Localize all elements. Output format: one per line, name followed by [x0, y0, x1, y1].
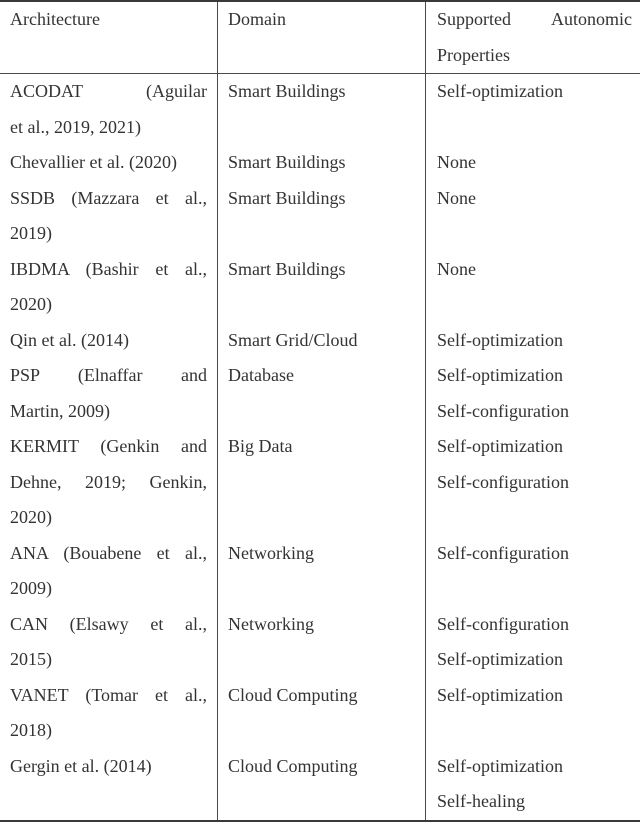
cell-line: Self-configuration [437, 613, 569, 634]
cell-line: Self-optimization [437, 684, 563, 705]
cell-line: et al., 2019, 2021) [10, 116, 141, 137]
header-domain [217, 2, 425, 73]
cell-line: Cloud Computing [228, 755, 358, 776]
architecture-cell [0, 252, 217, 323]
architecture-cell [0, 358, 217, 429]
cell-line: ACODAT (Aguilar [10, 81, 207, 101]
cell-line: Database [228, 365, 294, 385]
cell-line: None [437, 187, 476, 208]
domain-cell [217, 252, 425, 323]
cell-line: IBDMA (Bashir et al., [10, 258, 207, 279]
properties-cell [425, 607, 640, 678]
properties-cell [425, 323, 640, 359]
cell-line: Smart Grid/Cloud [228, 329, 358, 350]
table-row [0, 429, 640, 536]
table-row [0, 749, 640, 820]
cell-line: 2019) [10, 223, 52, 243]
architecture-cell [0, 749, 217, 820]
properties-cell [425, 678, 640, 749]
domain-cell [217, 145, 425, 181]
domain-cell [217, 429, 425, 536]
properties-cell [425, 252, 640, 323]
cell-line: SSDB (Mazzara et al., [10, 187, 207, 208]
cell-line: Big Data [228, 436, 293, 456]
domain-cell [217, 678, 425, 749]
table-row [0, 145, 640, 181]
cell-line: 2009) [10, 578, 52, 598]
cell-line: None [437, 152, 476, 172]
header-architecture-label: Architecture [10, 9, 100, 29]
cell-line: Self-optimization [437, 755, 563, 776]
cell-line: Self-optimization [437, 365, 563, 385]
architecture-cell [0, 74, 217, 145]
cell-line: Chevallier et al. (2020) [10, 152, 177, 172]
cell-line: Self-healing [437, 791, 525, 811]
header-domain-label: Domain [228, 9, 286, 29]
domain-cell [217, 607, 425, 678]
domain-cell [217, 358, 425, 429]
cell-line: Self-optimization [437, 329, 563, 350]
architecture-cell [0, 429, 217, 536]
cell-line: VANET (Tomar et al., [10, 684, 207, 705]
cell-line: Smart Buildings [228, 81, 346, 101]
cell-line: None [437, 258, 476, 279]
cell-line: Self-configuration [437, 542, 569, 563]
cell-line: Self-configuration [437, 400, 569, 421]
domain-cell [217, 536, 425, 607]
header-properties [425, 2, 640, 73]
cell-line: Smart Buildings [228, 152, 346, 172]
properties-cell [425, 145, 640, 181]
header-properties-line-1: Supported Autonomic [437, 9, 632, 29]
cell-line: 2018) [10, 720, 52, 740]
properties-cell [425, 429, 640, 536]
properties-cell [425, 358, 640, 429]
architecture-cell [0, 145, 217, 181]
properties-cell [425, 74, 640, 145]
header-architecture [0, 2, 217, 73]
table-row [0, 74, 640, 145]
properties-cell [425, 536, 640, 607]
cell-line: KERMIT (Genkin and [10, 436, 207, 456]
cell-line: Gergin et al. (2014) [10, 755, 152, 776]
properties-cell [425, 749, 640, 820]
header-properties-line-2: Properties [437, 44, 510, 65]
cell-line: Qin et al. (2014) [10, 329, 129, 350]
domain-cell [217, 74, 425, 145]
table-row [0, 323, 640, 359]
architecture-cell [0, 181, 217, 252]
cell-line: Networking [228, 613, 314, 634]
cell-line: ANA (Bouabene et al., [10, 542, 207, 563]
table-header-row [0, 2, 640, 74]
table-row [0, 252, 640, 323]
cell-line: Dehne, 2019; Genkin, [10, 471, 207, 492]
cell-line: PSP (Elnaffar and [10, 365, 207, 385]
properties-cell [425, 181, 640, 252]
domain-cell [217, 749, 425, 820]
cell-line: Smart Buildings [228, 187, 346, 208]
domain-cell [217, 181, 425, 252]
cell-line: 2020) [10, 507, 52, 527]
cell-line: Networking [228, 542, 314, 563]
cell-line: Self-optimization [437, 81, 563, 101]
cell-line: Cloud Computing [228, 684, 358, 705]
cell-line: Martin, 2009) [10, 400, 110, 421]
table-row [0, 181, 640, 252]
table-body [0, 74, 640, 820]
table-row [0, 358, 640, 429]
architecture-cell [0, 323, 217, 359]
cell-line: 2020) [10, 294, 52, 314]
architecture-cell [0, 536, 217, 607]
cell-line: 2015) [10, 649, 52, 669]
table-row [0, 536, 640, 607]
table-row [0, 607, 640, 678]
domain-cell [217, 323, 425, 359]
cell-line: Self-optimization [437, 649, 563, 669]
cell-line: Self-configuration [437, 471, 569, 492]
table-row [0, 678, 640, 749]
cell-line: CAN (Elsawy et al., [10, 613, 207, 634]
cell-line: Self-optimization [437, 436, 563, 456]
architecture-cell [0, 607, 217, 678]
cell-line: Smart Buildings [228, 258, 346, 279]
architecture-cell [0, 678, 217, 749]
